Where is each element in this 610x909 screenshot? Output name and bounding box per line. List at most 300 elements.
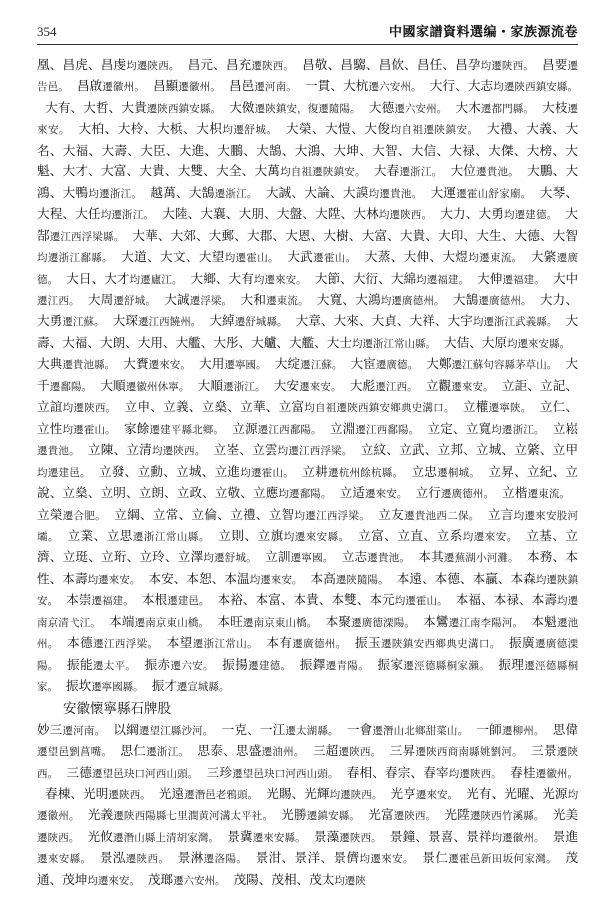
entry-names: 大伸 (477, 270, 503, 286)
entry-names: 景仁 (421, 850, 449, 866)
migration-entry (317, 292, 445, 307)
entry-names: 本鸞 (423, 613, 449, 629)
migration-entry (221, 722, 338, 737)
entry-destination-note: 遷合肥。 (62, 509, 106, 522)
entry-destination-note: 遷陝西竹溪縣。 (469, 810, 545, 823)
entry-names: 立楷 (502, 485, 528, 501)
entry-names: 立友 (378, 506, 405, 522)
migration-entry (265, 549, 334, 564)
migration-entry (369, 100, 448, 115)
entry-destination-note: 均遷霍山。 (240, 466, 295, 479)
migration-entry (418, 549, 519, 564)
entry-names: 光遠 (158, 785, 185, 801)
entry-destination-note: 遷舒城。 (113, 294, 157, 307)
entry-destination-note: 均遷建德。 (504, 209, 558, 222)
migration-entry (347, 722, 469, 737)
migration-entry (124, 421, 224, 436)
entry-destination-note: 均遷浙江。 (100, 209, 154, 222)
entry-destination-note: 均遷來安。 (87, 874, 140, 887)
entry-names: 大安 (273, 377, 300, 393)
entry-names: 大郜 (37, 206, 579, 243)
entry-destination-note: 遷蕪湖小河灘。 (443, 552, 519, 565)
entry-destination-note: 遷江西。 (375, 380, 418, 393)
entry-destination-note: 遷徽州。 (178, 81, 221, 94)
migration-entry (109, 614, 209, 629)
entry-destination-note: 遷貴池。 (367, 552, 411, 565)
migration-entry (240, 292, 308, 307)
entry-destination-note: 均遷陝西。 (448, 767, 502, 780)
entry-names: 振廣 (508, 635, 535, 651)
entry-names: 光美 (552, 807, 579, 823)
entry-destination-note: 均遷貴池。 (368, 187, 423, 200)
entry-names: 本旺 (217, 613, 243, 629)
migration-entry (325, 614, 415, 629)
entry-names: 景冀 (227, 828, 253, 844)
migration-entry (502, 485, 570, 500)
entry-destination-note: 遷江蘇句容縣茅草山。 (451, 359, 558, 372)
entry-destination-note: 均遷江西浮梁。 (277, 445, 353, 458)
entry-names: 一貫、大杭 (304, 78, 369, 94)
migration-entry (67, 635, 159, 650)
entry-destination-note: 遷潛邑老鴉頭。 (184, 788, 259, 801)
entry-destination-note: 遷陝西。 (338, 746, 382, 759)
entry-destination-note: 遷徽州。 (535, 767, 579, 780)
migration-entry (477, 271, 545, 286)
migration-entry (347, 765, 502, 780)
entry-destination-note: 均遷來安。 (462, 530, 518, 543)
migration-entry (302, 57, 534, 72)
migration-entry (209, 313, 287, 328)
entry-destination-note: 均遷江西浮梁。 (294, 509, 371, 522)
entry-destination-note: 遷霍山。 (313, 252, 357, 265)
entry-names: 一會 (346, 721, 373, 737)
migration-entry (164, 292, 232, 307)
entry-destination-note: 遷來安縣。 (252, 831, 306, 844)
entry-destination-note: 均遷陝西。 (378, 209, 433, 222)
entry-names: 大彪 (349, 377, 376, 393)
entry-destination-note: 均遷霍山。 (394, 595, 448, 608)
entry-names: 光陞 (444, 807, 470, 823)
migration-entry (426, 378, 494, 393)
migration-entry (166, 635, 258, 650)
entry-names: 立業、立思 (66, 527, 133, 543)
entry-names: 大琴、大程、大任 (37, 184, 579, 222)
migration-entry (430, 185, 531, 200)
entry-names: 大綮 (530, 249, 557, 265)
entry-names: 三珍 (206, 764, 233, 780)
entry-names: 立志 (341, 549, 368, 565)
entry-destination-note: 均遷來安。 (249, 573, 303, 586)
migration-entry (78, 121, 277, 136)
migration-entry (450, 163, 519, 178)
entry-names: 大绽 (274, 356, 301, 372)
entry-names: 大鄉、大有 (190, 270, 254, 286)
entry-names: 大典 (37, 356, 63, 372)
entry-names: 本福、本禄、本壽 (455, 592, 557, 608)
entry-destination-note: 遷杭州餘杭縣。 (327, 466, 404, 479)
entry-destination-note: 均遷福建。 (416, 273, 470, 286)
entry-names: 大有、大哲、大貴 (45, 99, 147, 115)
entry-names: 本高 (310, 570, 336, 586)
entry-names: 立仁、立性 (37, 399, 579, 436)
entry-names: 立陳、立清 (87, 442, 152, 458)
entry-names: 立則、立旗 (217, 527, 284, 543)
entry-names: 大章、大來、大貞、大祥、大宇 (295, 313, 473, 329)
migration-entry (423, 614, 523, 629)
entry-names: 大禮、大義、大名、大福、大壽、大臣、大進、大鵬、大鵠、大鴻、大坤、大智、大信、大禄、大傑、大榜、大魁、大才、大富、大貴、大雙、大全、大萬 (37, 121, 579, 179)
migration-entry (350, 378, 418, 393)
migration-entry (275, 356, 343, 371)
entry-destination-note: 均自祖遷陝鎮安。 (390, 124, 479, 137)
entry-names: 大宦 (350, 356, 376, 372)
migration-entry (66, 271, 182, 286)
migration-entry (87, 829, 219, 844)
entry-names: 一師 (476, 721, 502, 737)
migration-entry (217, 614, 317, 629)
entry-destination-note: 遷廣德溧陽。 (37, 638, 579, 672)
entry-names: 茂陽、茂相、茂太 (233, 871, 335, 887)
entry-destination-note: 均遷浙江。 (491, 423, 545, 436)
migration-entry (113, 313, 202, 328)
entry-destination-note: 均遷浙江。 (88, 187, 143, 200)
migration-entry (350, 356, 418, 371)
migration-entry (66, 765, 198, 780)
migration-entry (330, 421, 420, 436)
entry-names: 大武 (286, 249, 314, 265)
entry-destination-note: 均遷來安。 (87, 573, 141, 586)
entry-destination-note: 遷潛山縣上清胡家灣。 (113, 831, 220, 844)
entry-destination-note: 均遷陝 (334, 874, 366, 887)
migration-entry (444, 335, 570, 350)
entry-destination-note: 遷陝西。 (393, 810, 437, 823)
entry-destination-note: 均遷來安縣。 (507, 337, 571, 350)
migration-entry (232, 421, 322, 436)
entry-destination-note: 遷陝西。 (37, 746, 579, 780)
migration-entry (123, 356, 191, 371)
entry-destination-note: 遷告邑。 (37, 60, 579, 94)
entry-destination-note: 遷南京東山橋。 (134, 616, 210, 629)
migration-entry (100, 378, 189, 393)
entry-destination-note: 均遷徽州。 (37, 788, 579, 823)
page-number: 354 (37, 24, 57, 39)
entry-names: 大綽 (209, 313, 235, 329)
entry-names: 春相、春宗、春宰 (346, 764, 449, 780)
migration-entry (150, 185, 257, 200)
entry-names: 凰、昌虎、昌虔 (37, 57, 127, 72)
migration-record-block (37, 55, 578, 698)
entry-names: 立富、立直、立系 (357, 527, 463, 543)
entry-names: 立詎、立記、立誼 (37, 377, 579, 415)
entry-names: 景藻 (313, 828, 340, 844)
migration-entry (444, 807, 544, 822)
entry-names: 振揚 (221, 656, 249, 672)
entry-names: 家餘 (123, 420, 150, 436)
migration-entry (430, 78, 578, 93)
entry-names: 立發、立勳、立城、立進 (98, 463, 241, 479)
migration-entry (296, 313, 558, 328)
entry-destination-note: 遷霍邑新田坂何家灣。 (448, 853, 558, 866)
migration-entry (299, 657, 369, 672)
migration-entry (88, 442, 206, 457)
entry-destination-note: 均自祖遷陝西鎮安鄉典史溝口。 (304, 402, 455, 415)
entry-destination-note: 均自祖遷陝鎮安。 (280, 166, 366, 179)
entry-names: 振赤 (144, 656, 171, 672)
entry-names: 立基、立濟、立珽、立珩、立玲、立澤 (37, 527, 579, 565)
entry-names: 大佶、大原 (444, 334, 507, 350)
entry-names: 景泔、景洋、景儕 (255, 850, 360, 866)
entry-names: 昌敬、昌騶、昌佽、昌任、昌孕 (302, 57, 481, 72)
entry-destination-note: 遷鎮安縣。 (306, 810, 361, 823)
migration-entry (305, 78, 422, 93)
migration-entry (120, 743, 189, 758)
entry-destination-note: 均遷陝西鎮安縣。 (493, 81, 579, 94)
entry-destination-note: 遷陝西。 (251, 60, 295, 72)
migration-entry (213, 442, 352, 457)
entry-names: 大和 (240, 291, 267, 307)
migration-entry (218, 528, 350, 543)
entry-destination-note: 遷六安州。 (368, 81, 422, 94)
entry-destination-note: 均遷來安。 (253, 273, 307, 286)
entry-names: 春桂 (509, 764, 536, 780)
migration-entry (313, 743, 382, 758)
migration-entry (45, 100, 221, 115)
entry-names: 景鐘、景喜、景祥 (389, 828, 492, 844)
migration-entry (390, 786, 458, 801)
migration-entry (99, 464, 294, 479)
migration-entry (355, 635, 501, 650)
migration-entry (315, 271, 469, 286)
entry-names: 大枝 (542, 99, 568, 115)
entry-names: 大力、大勇 (440, 206, 504, 222)
migration-entry (368, 807, 436, 822)
migration-entry (197, 743, 304, 758)
migration-entry (476, 722, 544, 737)
entry-names: 大木 (455, 99, 481, 115)
entry-names: 立峑、立雲 (213, 442, 278, 458)
entry-destination-note: 遷江西鄱陽。 (355, 423, 420, 436)
entry-destination-note: 遷宣城縣。 (176, 681, 230, 694)
migration-entry (266, 185, 423, 200)
entry-destination-note: 均遷鄱陽。 (278, 488, 332, 501)
entry-names: 景進 (552, 828, 579, 844)
migration-entry (88, 807, 273, 822)
migration-entry (440, 206, 557, 221)
entry-names: 光攸 (87, 828, 113, 844)
migration-entry (162, 206, 432, 221)
entry-names: 立耕 (302, 463, 328, 479)
entry-names: 大行、大志 (429, 78, 494, 94)
entry-destination-note: 遷浙江。 (146, 746, 190, 759)
entry-destination-note: 遷江西浮梁。 (93, 638, 159, 651)
entry-destination-note: 均遷廬江。 (129, 273, 183, 286)
migration-entry (206, 765, 338, 780)
entry-destination-note: 遷江蘇。 (300, 359, 343, 372)
migration-entry (463, 399, 532, 414)
section-heading: 安徽懷寧縣石牌股 (63, 700, 171, 717)
migration-entry (314, 829, 382, 844)
entry-destination-note: 遷東流。 (527, 488, 571, 501)
entry-names: 大周 (87, 291, 114, 307)
entry-names: 大蒸、大伸、大煜 (364, 249, 469, 265)
entry-destination-note: 遷六安州。 (394, 102, 448, 115)
entry-destination-note: 遷桐城。 (437, 466, 481, 479)
entry-destination-note: 遷貴池。 (476, 166, 519, 179)
migration-entry (198, 378, 266, 393)
migration-entry (148, 571, 302, 586)
entry-names: 本崇 (66, 592, 92, 608)
migration-entry (159, 786, 258, 801)
migration-entry (88, 292, 156, 307)
entry-destination-note: 遷福建。 (91, 595, 134, 608)
migration-entry (37, 722, 105, 737)
entry-destination-note: 均遷舒城。 (203, 552, 257, 565)
entry-destination-note: 遷柳州。 (501, 724, 545, 737)
entry-names: 景泓 (99, 850, 126, 866)
migration-entry (77, 78, 145, 93)
entry-names: 大千 (37, 356, 579, 393)
migration-entry (378, 507, 480, 522)
entry-destination-note: 遷太平。 (92, 659, 137, 672)
entry-destination-note: 遷江西鄱陽。 (257, 423, 322, 436)
entry-names: 春棟、光明 (45, 785, 109, 801)
entry-names: 大陸、大襄、大朋、大盤、大陞、大林 (162, 206, 379, 222)
entry-destination-note: 遷建平縣北鄉。 (149, 423, 225, 436)
entry-names: 大日、大才 (66, 270, 130, 286)
entry-destination-note: 遷陝西鎮安縣。 (146, 102, 222, 115)
entry-destination-note: 均遷浙江常山縣。 (351, 337, 436, 350)
page-header (37, 22, 578, 45)
migration-entry (374, 163, 443, 178)
entry-names: 振坎 (66, 678, 92, 694)
entry-names: 昌邑 (228, 78, 255, 94)
entry-destination-note: 遷廣德。 (375, 359, 419, 372)
entry-names: 立榮 (37, 506, 63, 522)
migration-entry (422, 850, 557, 865)
migration-entry (229, 100, 361, 115)
entry-destination-note: 遷浙江。 (214, 187, 258, 200)
entry-names: 妙三 (37, 721, 63, 737)
entry-names: 大順 (197, 377, 224, 393)
entry-names: 思仁 (120, 743, 147, 759)
entry-destination-note: 遷望江縣沙河。 (138, 724, 214, 737)
entry-destination-note: 遷南京東山橋。 (242, 616, 318, 629)
entry-destination-note: 均遷東流。 (468, 252, 523, 265)
entry-names: 立淵 (329, 420, 356, 436)
migration-entry (66, 592, 134, 607)
entry-names: 本德 (66, 635, 94, 651)
entry-destination-note: 均遷浙江鄱縣。 (37, 252, 113, 265)
entry-destination-note: 遷陝西。 (108, 788, 151, 801)
entry-destination-note: 遷建邑。 (167, 595, 210, 608)
entry-destination-note: 均遷陝西。 (480, 60, 534, 72)
entry-names: 大琛 (112, 313, 138, 329)
entry-names: 立綱、立常、立倫、立禮、立智 (113, 506, 295, 522)
migration-entry (426, 356, 557, 371)
entry-destination-note: 遷寧國。 (290, 552, 334, 565)
migration-entry (341, 549, 410, 564)
entry-names: 本魁 (531, 613, 557, 629)
entry-names: 茂通、茂坤 (37, 850, 579, 887)
entry-destination-note: 遷江西饒州。 (137, 316, 202, 329)
entry-destination-note: 均遷來安。 (359, 853, 414, 866)
entry-destination-note: 遷都門縣。 (480, 102, 534, 115)
entry-destination-note: 遷油州。 (261, 746, 305, 759)
entry-destination-note: 遷來安。 (415, 788, 459, 801)
migration-entry (266, 786, 382, 801)
entry-destination-note: 遷六安州。 (173, 874, 226, 887)
entry-names: 大位 (450, 163, 477, 179)
migration-entry (310, 571, 388, 586)
entry-destination-note: 遷望邑玦口河西山頭。 (91, 767, 199, 780)
entry-names: 立申、立義、立燊、立華、立富 (124, 399, 305, 415)
entry-names: 大春 (373, 163, 400, 179)
entry-names: 昌要 (541, 57, 568, 72)
entry-names: 大鄭 (426, 356, 452, 372)
entry-destination-note: 均遷陝西。 (151, 445, 206, 458)
entry-destination-note: 遷廣德州。 (292, 638, 347, 651)
entry-names: 立行 (415, 485, 441, 501)
entry-names: 本裕、本富、本貴、本雙、本元 (217, 592, 395, 608)
entry-names: 本望 (166, 635, 193, 651)
migration-entry (144, 657, 214, 672)
entry-destination-note: 遷徽州。 (102, 81, 145, 94)
entry-names: 立定、立寬 (427, 420, 492, 436)
entry-names: 本端 (108, 613, 135, 629)
entry-destination-note: 遷江西浮梁縣。 (49, 230, 125, 243)
entry-destination-note: 遷浙江常山。 (192, 638, 258, 651)
entry-destination-note: 遷寧國縣。 (91, 681, 144, 694)
migration-entry (37, 57, 180, 72)
entry-names: 本有 (265, 635, 293, 651)
entry-destination-note: 均遷南京清弋江。 (37, 595, 579, 629)
entry-destination-note: 均遷霍山。 (224, 252, 279, 265)
migration-entry (415, 485, 494, 500)
entry-destination-note: 遷寧陝。 (488, 402, 532, 415)
migration-entry (67, 528, 210, 543)
migration-entry (274, 378, 342, 393)
migration-entry (152, 678, 230, 693)
entry-destination-note: 遷浙江常山縣。 (132, 530, 210, 543)
entry-destination-note: 均遷舒城。 (222, 124, 278, 137)
entry-destination-note: 遷舒城縣。 (234, 316, 288, 329)
entry-destination-note: 遷河南。 (254, 81, 297, 94)
entry-destination-note: 遷霍山舒家廟。 (456, 187, 532, 200)
entry-destination-note: 遷陝鎮安，復遷隨陽。 (254, 102, 361, 115)
entry-names: 大寬、大鴻 (316, 291, 381, 307)
migration-entry (142, 592, 210, 607)
entry-destination-note: 遷廣德。 (37, 252, 579, 286)
entry-names: 大柏、大柃、大梹、大枳 (77, 121, 223, 137)
entry-names: 本根 (141, 592, 168, 608)
entry-names: 大賚 (123, 356, 149, 372)
entry-names: 振玉 (354, 635, 381, 651)
migration-entry (411, 464, 480, 479)
entry-names: 昌元、昌充 (187, 57, 252, 72)
entry-names: 本務、本性、本壽 (37, 549, 578, 586)
entry-destination-note: 遷浙江。 (223, 380, 266, 393)
entry-names: 大傚 (229, 99, 255, 115)
entry-destination-note: 遷建德。 (248, 659, 292, 672)
migration-record-block-shipai (37, 720, 578, 892)
migration-entry (358, 528, 518, 543)
entry-destination-note: 遷陝西。 (37, 831, 80, 844)
entry-names: 三超 (312, 743, 339, 759)
entry-destination-note: 遷來安。 (365, 488, 408, 501)
entry-names: 大誠 (164, 291, 190, 307)
migration-entry (281, 807, 360, 822)
migration-entry (285, 121, 478, 136)
entry-names: 立源 (232, 420, 258, 436)
